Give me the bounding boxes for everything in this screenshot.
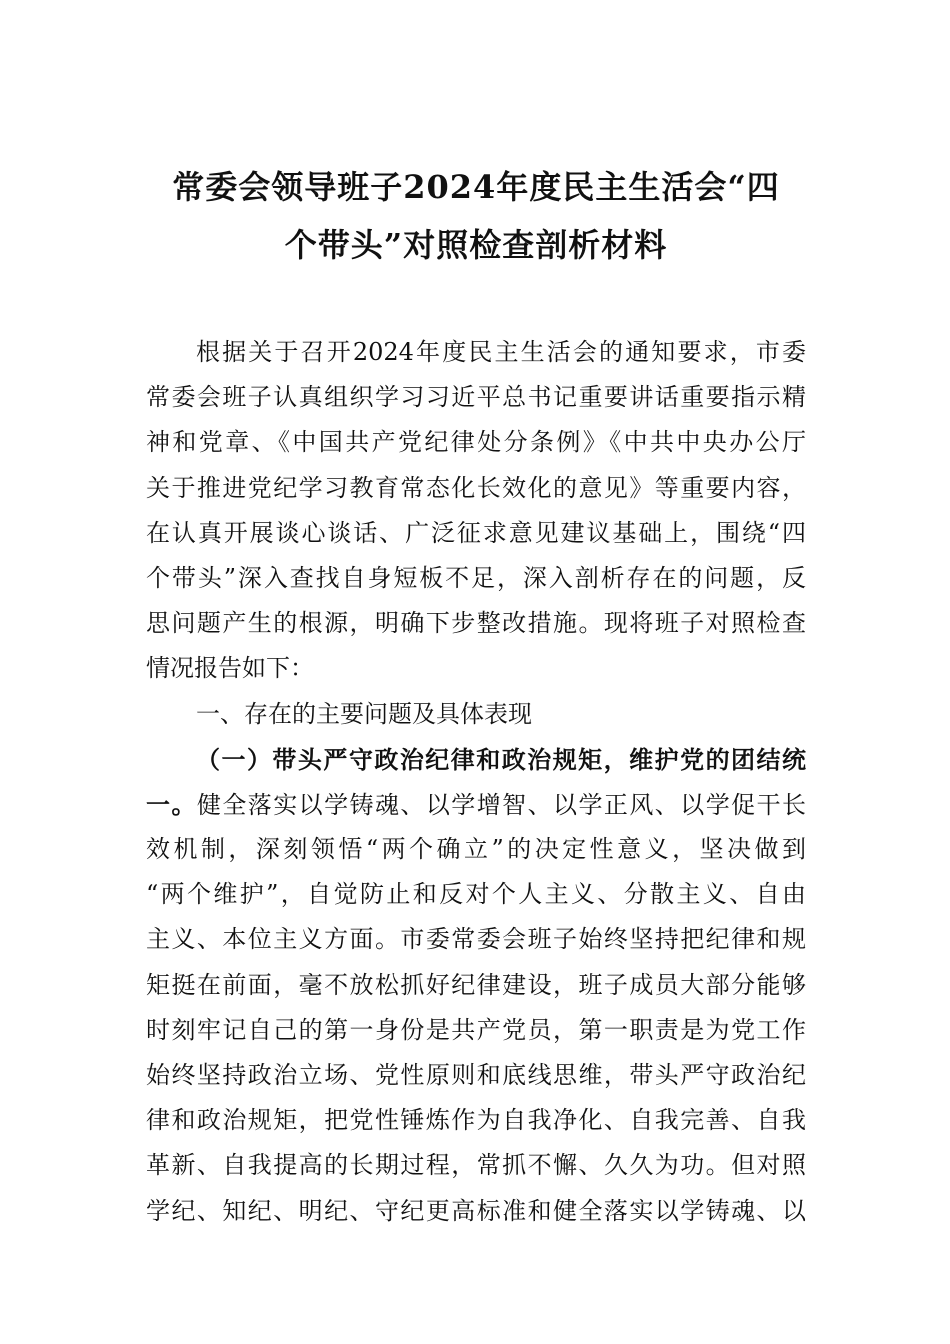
subsection-line: 律和政治规矩，把党性锤炼作为自我净化、自我完善、自我: [146, 1106, 806, 1135]
subsection-line: 始终坚持政治立场、党性原则和底线思维，带头严守政治纪: [146, 1061, 806, 1089]
intro-line: 情况报告如下：: [146, 654, 314, 683]
intro-line: 在认真开展谈心谈话、广泛征求意见建议基础上，围绕“四: [146, 518, 806, 547]
intro-line: 常委会班子认真组织学习习近平总书记重要讲话重要指示精: [146, 383, 806, 412]
document-title: [146, 158, 806, 274]
intro-line: 根据关于召开2024年度民主生活会的通知要求，市委: [196, 338, 806, 366]
subsection-text: 健全落实以学铸魂、以学增智、以学正风、以学促干长: [196, 790, 807, 819]
subsection-line: [146, 782, 806, 827]
title-line-2: 个带头”对照检查剖析材料: [284, 226, 668, 264]
subsection-heading: （一）带头严守政治纪律和政治规矩，维护党的团结统: [196, 744, 806, 774]
intro-line: 个带头”深入查找自身短板不足，深入剖析存在的问题，反: [146, 563, 806, 592]
subsection-line: 矩挺在前面，毫不放松抓好纪律建设，班子成员大部分能够: [146, 970, 806, 999]
subsection-line: 时刻牢记自己的第一身份是共产党员，第一职责是为党工作: [146, 1015, 806, 1044]
subsection-line: 主义、本位主义方面。市委常委会班子始终坚持把纪律和规: [146, 925, 806, 954]
intro-line: 关于推进党纪学习教育常态化长效化的意见》等重要内容，: [146, 473, 806, 502]
section-heading: 一、存在的主要问题及具体表现: [196, 699, 532, 728]
intro-line: 神和党章、《中国共产党纪律处分条例》《中共中央办公厅: [146, 428, 806, 457]
subsection-heading-end: 一。: [146, 789, 197, 819]
subsection-line: 革新、自我提高的长期过程，常抓不懈、久久为功。但对照: [146, 1151, 806, 1180]
document-body: [146, 330, 806, 1234]
title-line-1: 常委会领导班子2024年度民主生活会“四: [172, 168, 780, 206]
intro-line: 思问题产生的根源，明确下步整改措施。现将班子对照检查: [146, 609, 806, 638]
subsection-line: 效机制，深刻领悟“两个确立”的决定性意义，坚决做到: [146, 835, 806, 864]
subsection-line: 学纪、知纪、明纪、守纪更高标准和健全落实以学铸魂、以: [146, 1196, 806, 1225]
subsection-line: “两个维护”，自觉防止和反对个人主义、分散主义、自由: [146, 880, 806, 909]
